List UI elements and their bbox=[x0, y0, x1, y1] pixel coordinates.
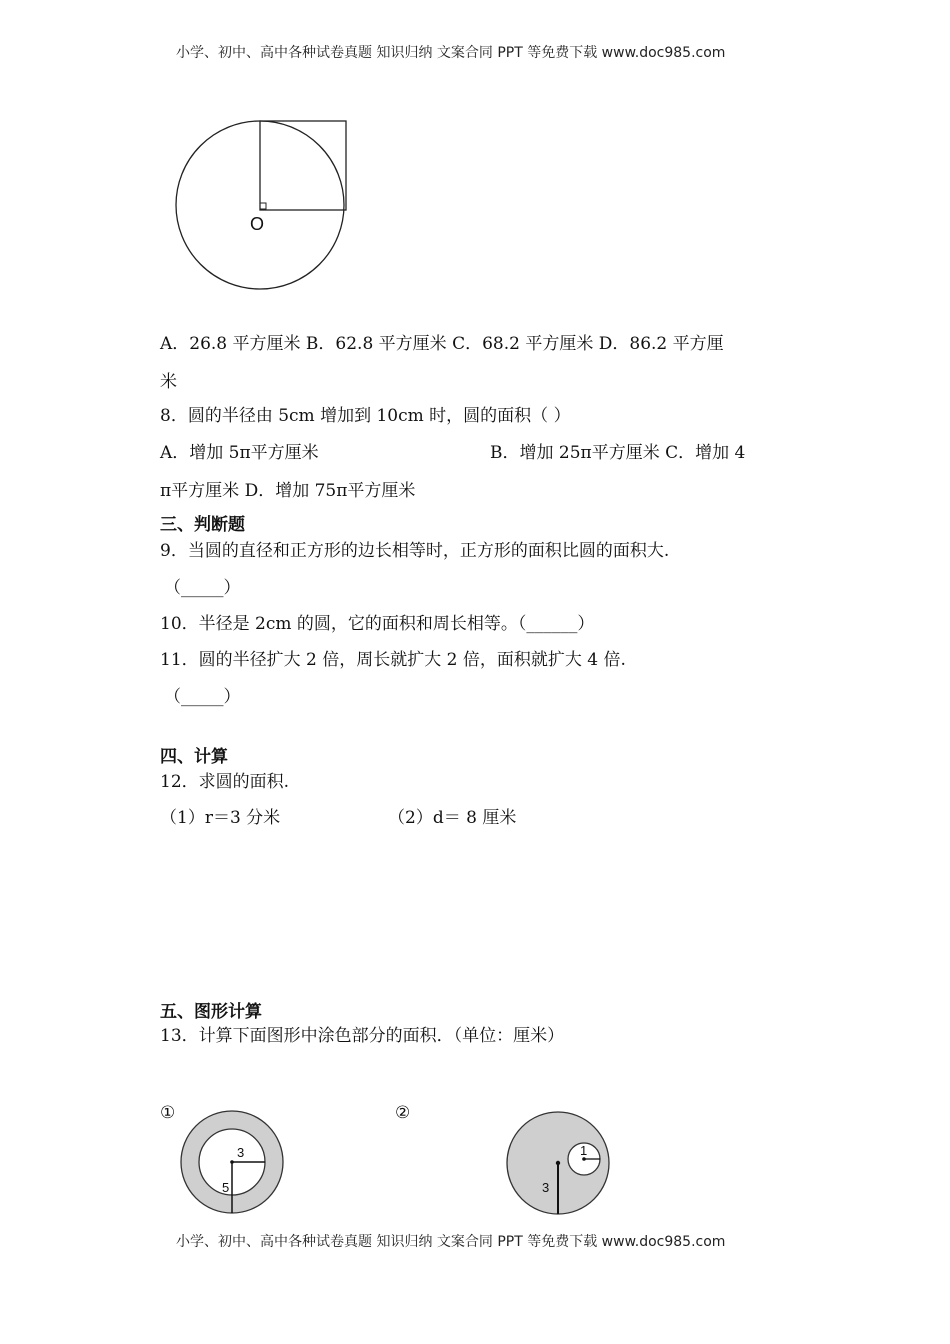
figure1-marker: ① bbox=[160, 1103, 176, 1123]
q11-stem: 11．圆的半径扩大 2 倍，周长就扩大 2 倍，面积就扩大 4 倍. bbox=[160, 650, 626, 670]
q9-answer-blank: （_____） bbox=[164, 578, 241, 598]
center-label: O bbox=[250, 214, 265, 234]
section-title-figure-calculation: 五、图形计算 bbox=[160, 1002, 262, 1022]
q11-answer-blank: （_____） bbox=[164, 687, 241, 707]
q12-part1: （1）r＝3 分米 bbox=[160, 808, 281, 828]
big-circle-center-dot bbox=[556, 1161, 560, 1165]
circle-with-hole-figure bbox=[502, 1108, 614, 1218]
section-title-calculation: 四、计算 bbox=[160, 747, 228, 767]
right-angle-mark bbox=[260, 203, 266, 209]
inner-radius-label: 3 bbox=[237, 1145, 245, 1160]
q10-stem: 10．半径是 2cm 的圆，它的面积和周长相等。（______） bbox=[160, 614, 595, 634]
q8-stem: 8．圆的半径由 5cm 增加到 10cm 时，圆的面积（ ） bbox=[160, 406, 571, 426]
q12-part2: （2）d＝ 8 厘米 bbox=[388, 808, 517, 828]
q8-options-line2: π平方厘米 D．增加 75π平方厘米 bbox=[160, 481, 416, 501]
q8-option-bc: B．增加 25π平方厘米 C．增加 4 bbox=[490, 443, 746, 463]
q8-option-a: A．增加 5π平方厘米 bbox=[160, 443, 319, 463]
annulus-center-dot bbox=[230, 1160, 234, 1164]
big-radius-label: 3 bbox=[542, 1180, 550, 1195]
q9-stem: 9．当圆的直径和正方形的边长相等时，正方形的面积比圆的面积大. bbox=[160, 541, 670, 561]
square-outline bbox=[260, 121, 346, 210]
q7-options-line2: 米 bbox=[160, 372, 177, 392]
annulus-figure bbox=[176, 1108, 288, 1216]
small-radius-label: 1 bbox=[580, 1143, 588, 1158]
page-footer: 小学、初中、高中各种试卷真题 知识归纳 文案合同 PPT 等免费下载 www.doc985.com bbox=[176, 1234, 726, 1250]
q13-stem: 13．计算下面图形中涂色部分的面积．（单位：厘米） bbox=[160, 1026, 565, 1046]
outer-radius-label: 5 bbox=[222, 1180, 230, 1195]
q7-options-line1: A．26.8 平方厘米 B．62.8 平方厘米 C．68.2 平方厘米 D．86.2 平方厘 bbox=[160, 334, 724, 354]
figure2-marker: ② bbox=[395, 1103, 411, 1123]
section-title-judgement: 三、判断题 bbox=[160, 515, 245, 535]
circle-square-figure bbox=[170, 112, 360, 297]
page-header: 小学、初中、高中各种试卷真题 知识归纳 文案合同 PPT 等免费下载 www.doc985.com bbox=[176, 45, 726, 61]
q12-stem: 12．求圆的面积. bbox=[160, 772, 290, 792]
